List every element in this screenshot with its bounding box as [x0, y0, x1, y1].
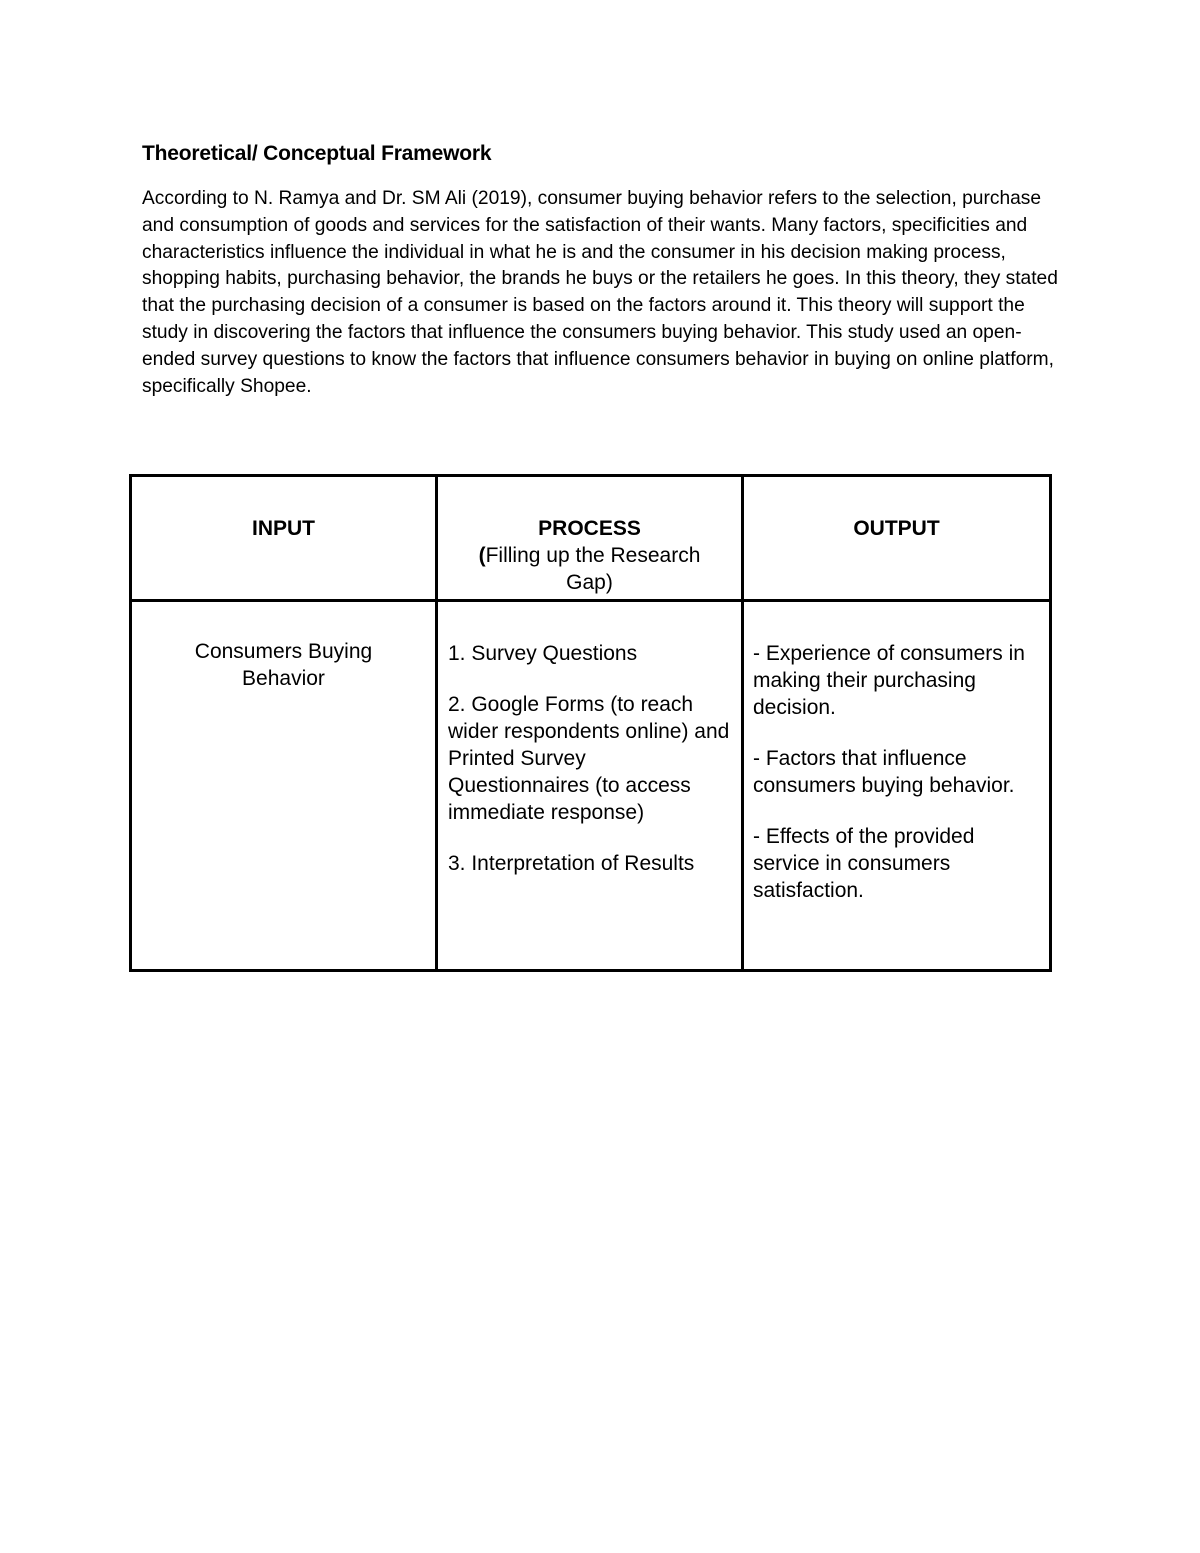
output-cell	[743, 601, 1051, 971]
output-item: - Experience of consumers in making their purchasing decision.	[753, 642, 1025, 719]
process-subtitle	[439, 542, 740, 596]
process-cell	[437, 601, 743, 971]
process-item: 1. Survey Questions	[448, 642, 638, 665]
output-header: OUTPUT	[853, 517, 940, 540]
output-item: - Effects of the provided service in consumers satisfaction.	[753, 825, 975, 902]
process-header: PROCESS	[538, 517, 641, 540]
framework-table	[129, 474, 1052, 972]
process-subtitle-text: Filling up the Research Gap)	[485, 544, 701, 594]
section-heading: Theoretical/ Conceptual Framework	[142, 142, 492, 165]
body-paragraph: According to N. Ramya and Dr. SM Ali (2019), consumer buying behavior refers to the selection, purchase and consumption of goods and services for the satisfaction of their wants. Many factors, specificities and characteristics influence the individual in what he is and the consumer in his decision making process, shopping habits, purchasing behavior, the brands he buys or the retailers he goes. In this theory, they stated that the purchasing decision of a consumer is based on the factors around it. This theory will support the study in discovering the factors that influence the consumers buying behavior. This study used an open-ended survey questions to know the factors that influence consumers behavior in buying on online platform, specifically Shopee.	[142, 188, 1058, 397]
output-item: - Factors that influence consumers buying behavior.	[753, 747, 1015, 797]
input-header-cell	[131, 476, 437, 601]
input-text: Consumers Buying Behavior	[194, 640, 373, 690]
output-header-cell	[743, 476, 1051, 601]
process-item: 3. Interpretation of Results	[448, 852, 695, 875]
table-body-row	[131, 601, 1051, 971]
process-item: 2. Google Forms (to reach wider respondents online) and Printed Survey Questionnaires (to access immediate response)	[448, 693, 730, 824]
input-header: INPUT	[252, 517, 315, 540]
process-subtitle-open-paren: (	[478, 544, 486, 567]
process-header-cell	[437, 476, 743, 601]
input-cell	[131, 601, 437, 971]
table-header-row	[131, 476, 1051, 601]
